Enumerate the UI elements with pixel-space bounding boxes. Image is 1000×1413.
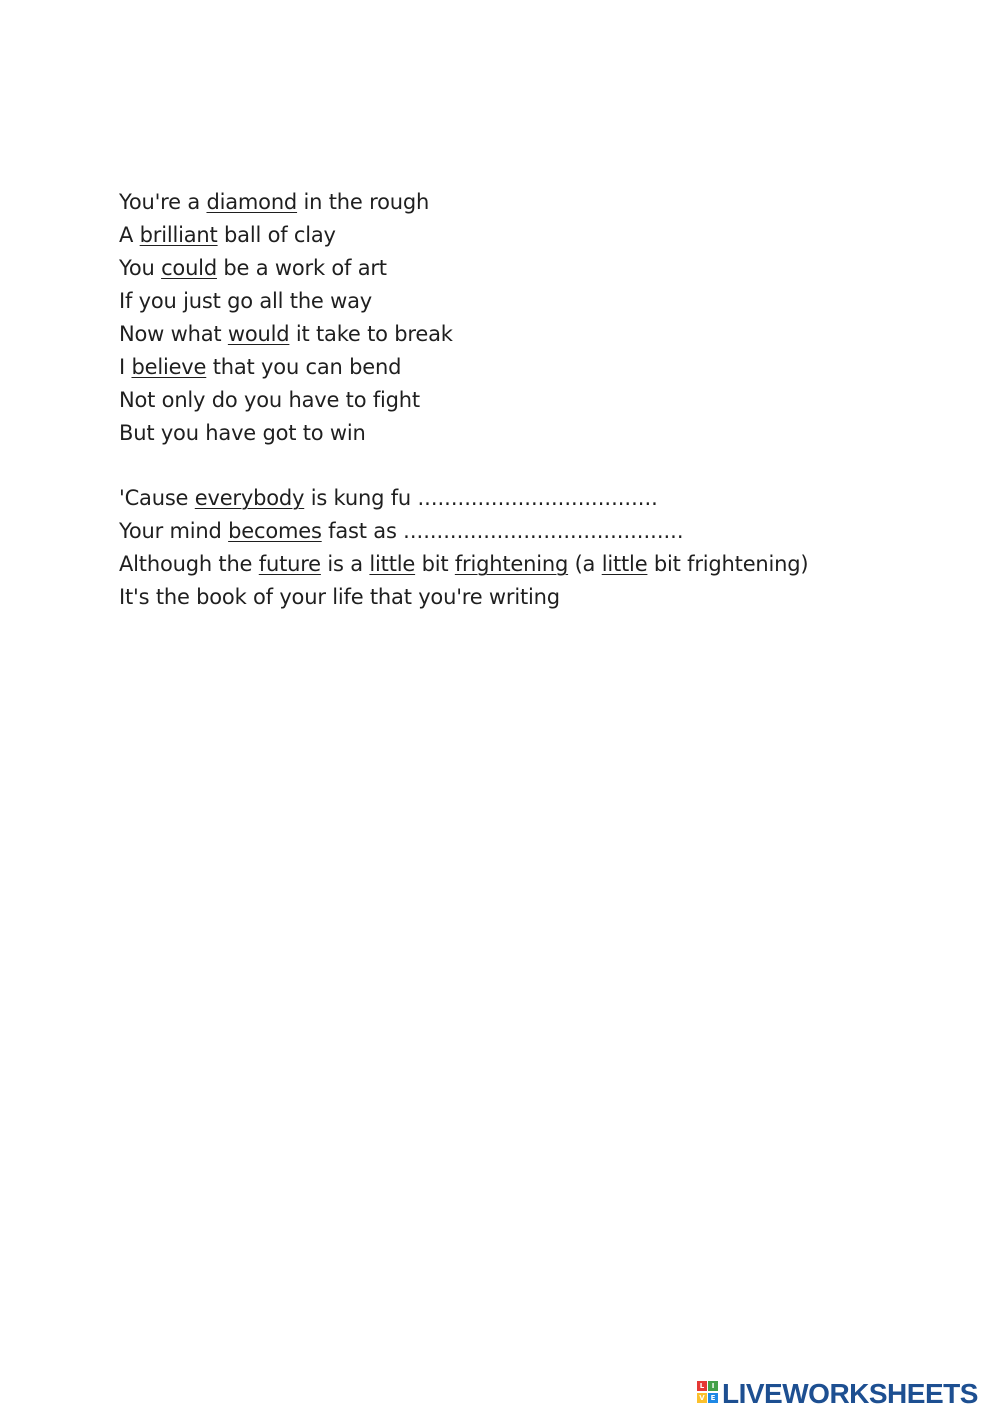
lyric-text: You: [119, 256, 162, 280]
underlined-word: little: [601, 552, 648, 576]
lyric-text: You're a: [119, 190, 207, 214]
logo-square: L: [697, 1381, 707, 1391]
lyric-text: that you can bend: [206, 355, 402, 379]
lyric-text: in the rough: [297, 190, 430, 214]
underlined-word: would: [227, 322, 290, 346]
lyric-line: [119, 581, 959, 614]
lyric-text: is kung fu: [304, 486, 418, 510]
lyric-text: fast as: [321, 519, 404, 543]
logo-square: I: [708, 1381, 718, 1391]
lyric-text: Your mind: [119, 519, 229, 543]
stanza-1: [119, 186, 959, 450]
logo-square: V: [697, 1393, 707, 1403]
underlined-word: believe: [131, 355, 207, 379]
lyric-text: It's the book of your life that you're writing: [119, 585, 560, 609]
underlined-word: diamond: [206, 190, 298, 214]
underlined-word: frightening: [454, 552, 569, 576]
underlined-word: becomes: [228, 519, 322, 543]
lyric-text: Now what: [119, 322, 228, 346]
liveworksheets-logo-text: LIVEWORKSHEETS: [722, 1378, 978, 1409]
lyric-line: [119, 351, 959, 384]
lyric-text: bit: [415, 552, 455, 576]
lyric-text: A: [119, 223, 140, 247]
underlined-word: future: [258, 552, 321, 576]
lyric-line: [119, 285, 959, 318]
liveworksheets-logo: [697, 1379, 978, 1409]
logo-square: E: [708, 1393, 718, 1403]
lyric-line: [119, 186, 959, 219]
lyric-line: [119, 252, 959, 285]
lyric-line: [119, 318, 959, 351]
lyric-line: [119, 417, 959, 450]
lyric-line: [119, 384, 959, 417]
lyric-line: [119, 515, 959, 548]
stanza-2: [119, 482, 959, 614]
underlined-word: everybody: [194, 486, 305, 510]
answer-blank[interactable]: ....................................: [417, 486, 658, 510]
lyric-line: [119, 219, 959, 252]
lyric-text: Although the: [119, 552, 259, 576]
lyric-text: (a: [568, 552, 602, 576]
lyric-text: it take to break: [289, 322, 453, 346]
worksheet-body: [119, 186, 959, 614]
underlined-word: little: [369, 552, 416, 576]
liveworksheets-logo-icon: [697, 1381, 719, 1407]
lyric-text: But you have got to win: [119, 421, 366, 445]
lyric-line: [119, 548, 959, 581]
underlined-word: could: [161, 256, 217, 280]
lyric-text: If you just go all the way: [119, 289, 372, 313]
underlined-word: brilliant: [139, 223, 218, 247]
lyric-text: 'Cause: [119, 486, 195, 510]
lyric-text: Not only do you have to fight: [119, 388, 420, 412]
lyric-text: be a work of art: [216, 256, 387, 280]
answer-blank[interactable]: ..........................................: [403, 519, 684, 543]
lyric-text: I: [119, 355, 132, 379]
stanza-gap: [119, 450, 959, 482]
lyric-line: [119, 482, 959, 515]
lyric-text: ball of clay: [217, 223, 336, 247]
lyric-text: bit frightening): [647, 552, 809, 576]
lyric-text: is a: [320, 552, 370, 576]
